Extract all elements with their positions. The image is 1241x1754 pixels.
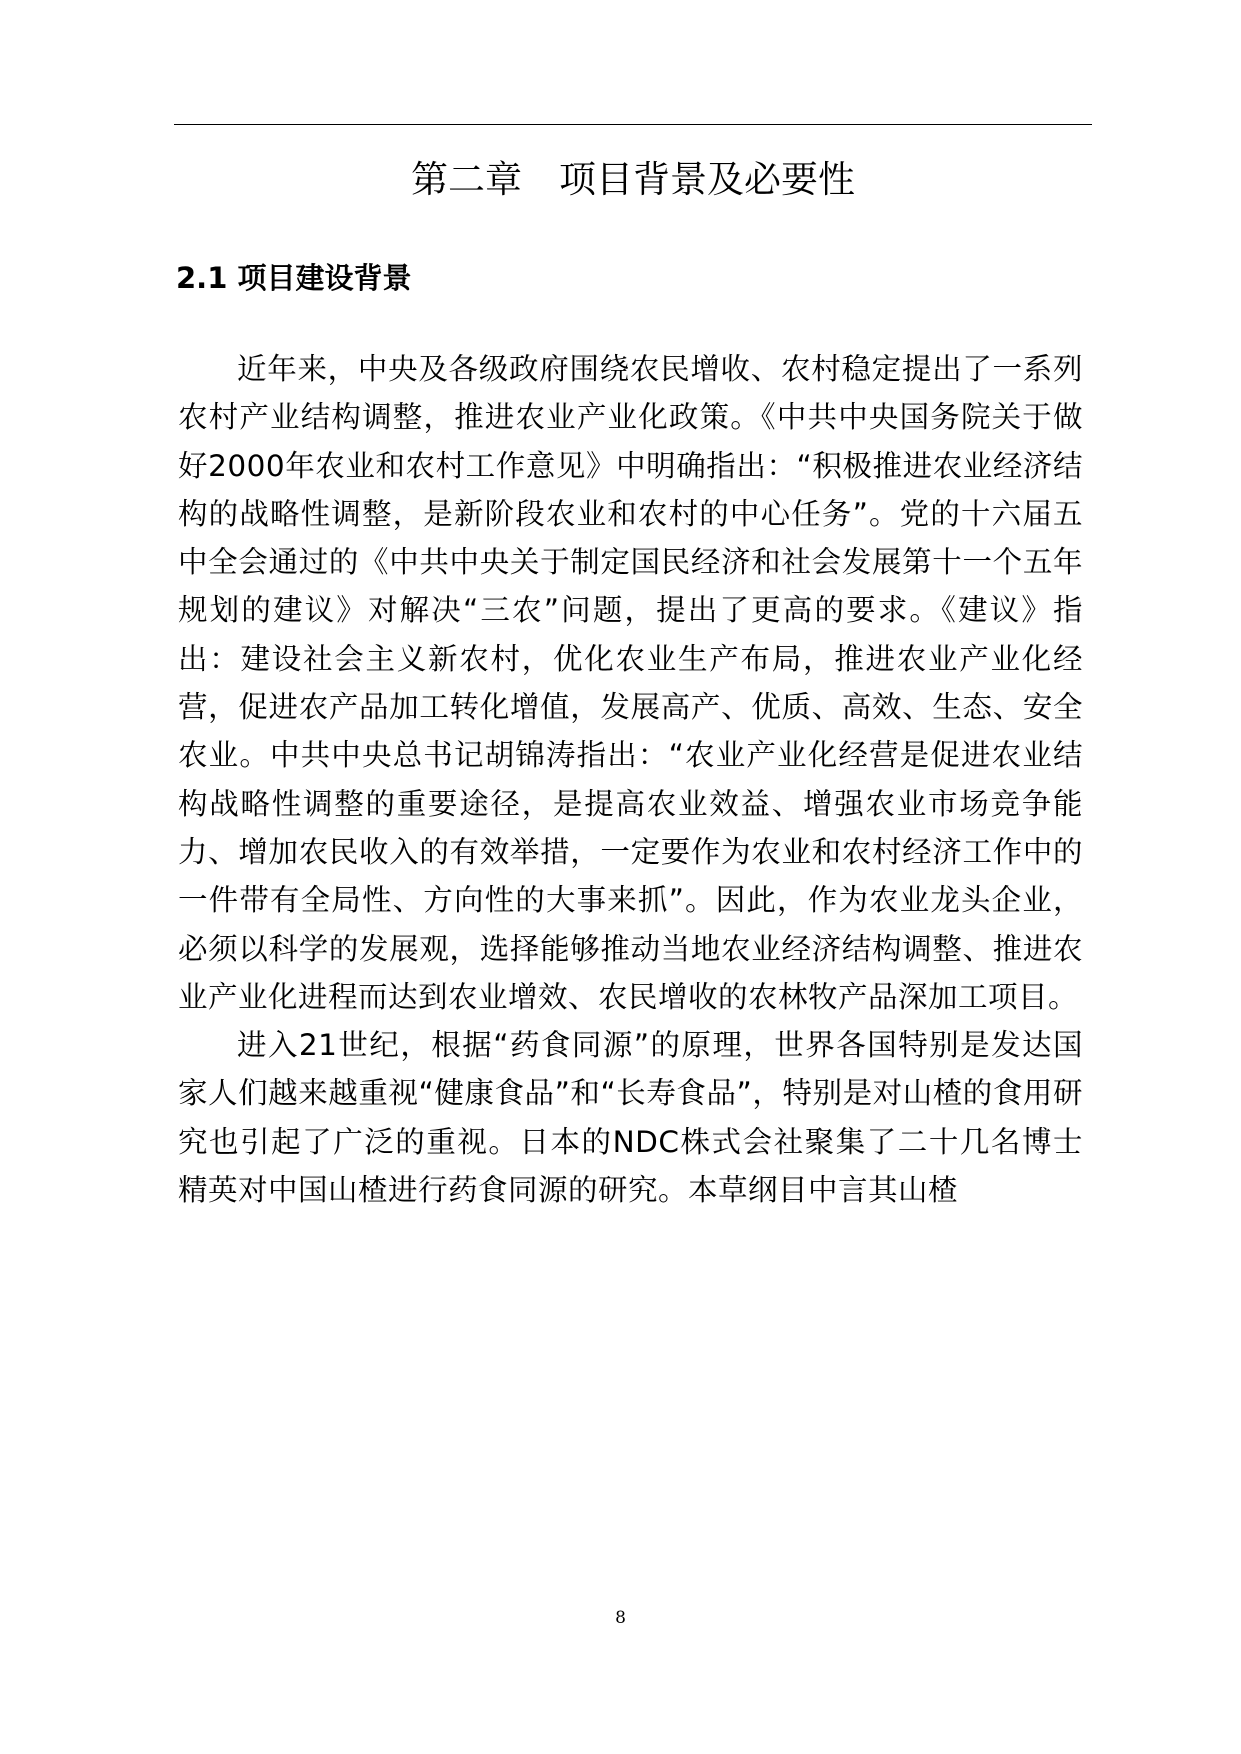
chapter-title: 第二章 项目背景及必要性 — [411, 158, 855, 201]
body-text — [178, 345, 1083, 1214]
header-rule — [174, 124, 1092, 125]
paragraph-1: 近年来，中央及各级政府围绕农民增收、农村稳定提出了一系列农村产业结构调整，推进农业产业化政策。《中共中央国务院关于做好2000年农业和农村工作意见》中明确指出：“积极推进农业经济结构的战略性调整，是新阶段农业和农村的中心任务”。党的十六届五中全会通过的《中共中央关于制定国民经济和社会发展第十一个五年规划的建议》对解决“三农”问题，提出了更高的要求。《建议》指出：建设社会主义新农村，优化农业生产布局，推进农业产业化经营，促进农产品加工转化增值，发展高产、优质、高效、生态、安全农业。中共中央总书记胡锦涛指出：“农业产业化经营是促进农业结构战略性调整的重要途径，是提高农业效益、增强农业市场竞争能力、增加农民收入的有效举措，一定要作为农业和农村经济工作中的一件带有全局性、方向性的大事来抓”。因此，作为农业龙头企业，必须以科学的发展观，选择能够推动当地农业经济结构调整、推进农业产业化进程而达到农业增效、农民增收的农林牧产品深加工项目。 — [178, 352, 1083, 1014]
section-heading: 2.1 项目建设背景 — [176, 261, 412, 295]
paragraph-2: 进入21世纪，根据“药食同源”的原理，世界各国特别是发达国家人们越来越重视“健康食品”和“长寿食品”，特别是对山楂的食用研究也引起了广泛的重视。日本的NDC株式会社聚集了二十几名博士精英对中国山楂进行药食同源的研究。本草纲目中言其山楂 — [178, 1028, 1083, 1208]
page-number: 8 — [615, 1608, 626, 1628]
